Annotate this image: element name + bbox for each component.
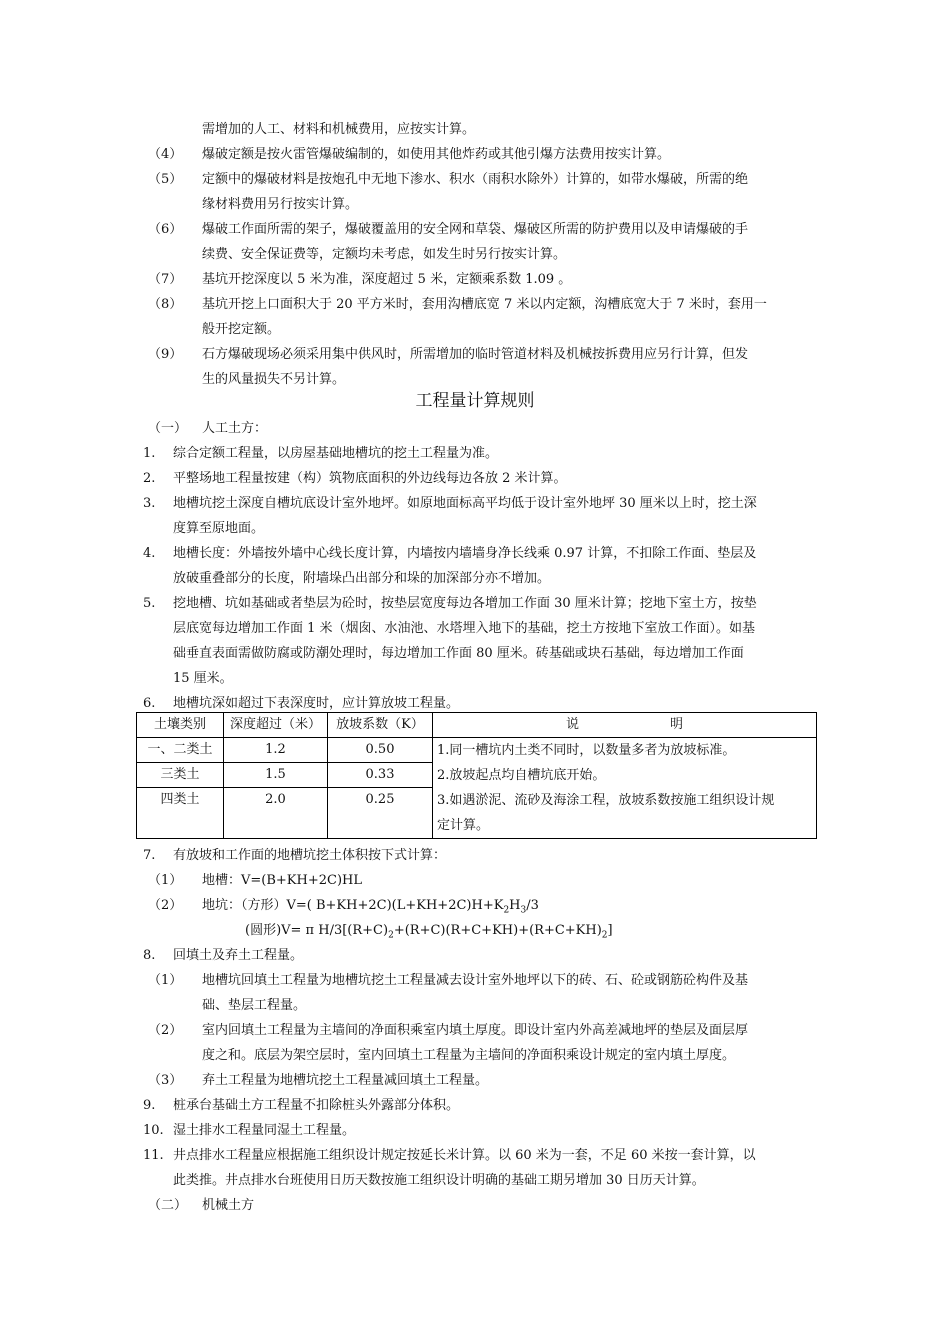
formula-part: H [509,898,521,913]
rule-line: 桩承台基础土方工程量不扣除桩头外露部分体积。 [173,1098,460,1113]
formula-number: （1） [148,873,183,888]
rule-line: 础垂直表面需做防腐或防潮处理时，每边增加工作面 80 厘米。砖基础或块石基础，每边增加工作面 [173,646,744,661]
rule-number: 9. [143,1098,156,1113]
table-row [137,738,817,763]
list-number: （4） [148,147,183,162]
formula-subscript: 2 [601,930,608,941]
formula-subscript: 2 [388,930,394,941]
list-number: （1） [148,973,183,988]
rule-line: 平整场地工程量按建（构）筑物底面积的外边线每边各放 2 米计算。 [173,471,567,486]
rule-number: 6. [143,696,156,711]
formula-part: /3 [526,898,539,913]
list-item-line: 室内回填土工程量为主墙间的净面积乘室内填土厚度。即设计室内外高差减地坪的垫层及面层厚 [202,1023,749,1038]
formula-part: ] [607,923,613,938]
table-header-row [137,713,817,738]
cell-depth: 1.2 [224,738,328,763]
list-number: （6） [148,222,183,237]
rule-number: 4. [143,546,156,561]
rule-line: 放破重叠部分的长度，附墙垛凸出部分和垛的加深部分亦不增加。 [173,571,551,586]
list-item-line: 基坑开挖上口面积大于 20 平方米时，套用沟槽底宽 7 米以内定额，沟槽底宽大于 7 米时，套用一 [202,297,767,312]
rule-line: 此类推。井点排水台班使用日历天数按施工组织设计明确的基础工期另增加 30 日历天计算。 [173,1173,705,1188]
section-number: （一） [148,421,188,436]
list-item-line: 缘材料费用另行按实计算。 [202,197,359,212]
list-item-line: 般开挖定额。 [202,322,281,337]
header-notes: 说 明 [433,713,817,738]
rule-line: 地槽坑深如超过下表深度时，应计算放坡工程量。 [173,696,460,711]
rule-number: 7. [143,848,156,863]
rule-number: 3. [143,496,156,511]
cell-notes [433,738,817,839]
list-item-line: 地槽坑回填土工程量为地槽坑挖土工程量减去设计室外地坪以下的砖、石、砼或钢筋砼构件及基 [202,973,749,988]
list-item-line: 续费、安全保证费等，定额均未考虑，如发生时另行按实计算。 [202,247,567,262]
rule-number: 8. [143,948,156,963]
list-item-line: 石方爆破现场必须采用集中供风时，所需增加的临时管道材料及机械按拆费用应另行计算，但发 [202,347,749,362]
cell-soil-type: 四类土 [137,788,224,839]
cell-slope-k: 0.25 [328,788,433,839]
rule-number: 11. [143,1148,164,1163]
note-line: 定计算。 [437,818,490,833]
rule-line: 地槽坑挖土深度自槽坑底设计室外地坪。如原地面标高平均低于设计室外地坪 30 厘米以上时，挖土深 [173,496,757,511]
list-item-line: 础、垫层工程量。 [202,998,307,1013]
section-heading: 人工土方： [202,421,268,436]
cell-soil-type: 三类土 [137,763,224,788]
list-number: （8） [148,297,183,312]
list-item-line: 需增加的人工、材料和机械费用，应按实计算。 [202,122,476,137]
section-title: 工程量计算规则 [415,391,535,411]
rule-line: 有放坡和工作面的地槽坑挖土体积按下式计算： [173,848,447,863]
cell-slope-k: 0.33 [328,763,433,788]
cell-soil-type: 一、二类土 [137,738,224,763]
rule-number: 1. [143,446,156,461]
rule-line: 井点排水工程量应根据施工组织设计规定按延长米计算。以 60 米为一套，不足 60 米按一套计算，以 [173,1148,756,1163]
list-number: （7） [148,272,183,287]
note-line: 3.如遇淤泥、流砂及海涂工程，放坡系数按施工组织设计规 [437,793,775,808]
rule-line: 度算至原地面。 [173,521,265,536]
formula-subscript: 2 [503,905,510,916]
list-item-line: 度之和。底层为架空层时，室内回填土工程量为主墙间的净面积乘设计规定的室内填土厚度。 [202,1048,736,1063]
list-item-line: 定额中的爆破材料是按炮孔中无地下渗水、积水（雨积水除外）计算的，如带水爆破，所需的绝 [202,172,749,187]
list-item-line: 爆破定额是按火雷管爆破编制的，如使用其他炸药或其他引爆方法费用按实计算。 [202,147,671,162]
rule-number: 10. [143,1123,164,1138]
section-number: （二） [148,1198,188,1213]
header-slope-k: 放坡系数（K） [328,713,433,738]
formula-part: 地坑：（方形）V=( B+KH+2C)(L+KH+2C)H+K [202,898,504,913]
list-number: （2） [148,1023,183,1038]
rule-line: 综合定额工程量，以房屋基础地槽坑的挖土工程量为准。 [173,446,499,461]
list-item-line: 基坑开挖深度以 5 米为准，深度超过 5 米，定额乘系数 1.09 。 [202,272,572,287]
cell-depth: 2.0 [224,788,328,839]
header-soil-type: 土壤类别 [137,713,224,738]
list-item-line: 生的风量损失不另计算。 [202,372,346,387]
formula-subscript: 3 [520,905,527,916]
list-number: （3） [148,1073,183,1088]
section-heading: 机械土方 [202,1198,255,1213]
formula-part: (圆形)V= π H/3[(R+C) [245,923,389,938]
note-line: 1.同一槽坑内土类不同时，以数量多者为放坡标准。 [437,743,736,758]
rule-line: 15 厘米。 [173,671,233,686]
formula-trench: 地槽：V=(B+KH+2C)HL [202,873,362,888]
list-item-line: 弃土工程量为地槽坑挖土工程量减回填土工程量。 [202,1073,489,1088]
list-item-line: 爆破工作面所需的架子，爆破覆盖用的安全网和草袋、爆破区所需的防护费用以及申请爆破的手 [202,222,749,237]
rule-number: 5. [143,596,156,611]
rule-line: 层底宽每边增加工作面 1 米（烟囱、水油池、水塔埋入地下的基础，挖土方按地下室放工作面）。如基 [173,621,756,636]
formula-part: +(R+C)(R+C+KH)+(R+C+KH) [393,923,602,938]
slope-table [136,712,817,839]
cell-slope-k: 0.50 [328,738,433,763]
rule-number: 2. [143,471,156,486]
formula-number: （2） [148,898,183,913]
rule-line: 地槽长度：外墙按外墙中心线长度计算，内墙按内墙墙身净长线乘 0.97 计算，不扣除工作面、垫层及 [173,546,757,561]
rule-line: 湿土排水工程量同湿土工程量。 [173,1123,356,1138]
list-number: （5） [148,172,183,187]
list-number: （9） [148,347,183,362]
header-depth: 深度超过（米） [224,713,328,738]
rule-line: 回填土及弃土工程量。 [173,948,304,963]
note-line: 2.放坡起点均自槽坑底开始。 [437,768,606,783]
cell-depth: 1.5 [224,763,328,788]
rule-line: 挖地槽、坑如基础或者垫层为砼时，按垫层宽度每边各增加工作面 30 厘米计算；挖地下室土方，按垫 [173,596,757,611]
